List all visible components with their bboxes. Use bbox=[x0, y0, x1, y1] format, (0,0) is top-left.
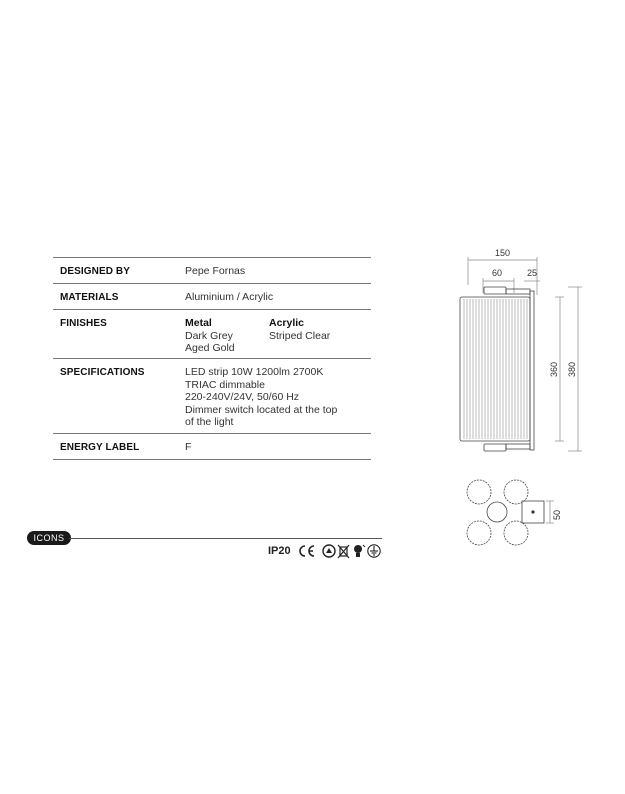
specifications-label: SPECIFICATIONS bbox=[60, 367, 145, 378]
specifications-row bbox=[53, 358, 371, 433]
icons-badge: ICONS bbox=[27, 531, 71, 545]
specifications-value bbox=[185, 366, 337, 429]
class-one-earth-icon bbox=[368, 545, 380, 557]
technical-drawing bbox=[440, 245, 590, 555]
spec-line: Dimmer switch located at the top bbox=[185, 403, 338, 416]
finish-option: Striped Clear bbox=[269, 329, 331, 342]
dimension-body-width: 60 bbox=[492, 268, 503, 278]
certification-icons bbox=[296, 543, 386, 559]
spec-line: LED strip 10W 1200lm 2700K bbox=[185, 366, 324, 378]
ce-mark-icon bbox=[300, 546, 314, 556]
spec-table bbox=[53, 257, 371, 460]
acrylic-stripes bbox=[464, 299, 527, 439]
finish-metal-heading: Metal bbox=[185, 317, 212, 329]
dimension-body-height: 360 bbox=[549, 361, 559, 377]
materials-label: MATERIALS bbox=[60, 292, 119, 303]
spec-line: 220-240V/24V, 50/60 Hz bbox=[185, 391, 300, 403]
finishes-row bbox=[53, 309, 371, 358]
spec-line: TRIAC dimmable bbox=[185, 378, 265, 391]
designed-by-row bbox=[53, 257, 371, 283]
finish-option: Aged Gold bbox=[185, 342, 235, 354]
energy-label-label: ENERGY LABEL bbox=[60, 442, 140, 453]
designed-by-value: Pepe Fornas bbox=[185, 265, 246, 277]
dimension-overall-height: 380 bbox=[567, 361, 577, 377]
dimmable-bulb-icon bbox=[354, 545, 365, 557]
dimension-overall-width: 150 bbox=[495, 248, 511, 258]
dimension-base-size: 50 bbox=[552, 509, 562, 520]
mount-screw-icon bbox=[531, 510, 534, 513]
energy-label-row bbox=[53, 433, 371, 460]
materials-row bbox=[53, 283, 371, 309]
finish-acrylic-heading: Acrylic bbox=[269, 317, 305, 329]
finish-metal-column bbox=[185, 317, 235, 355]
recycling-icon bbox=[323, 545, 335, 557]
finish-option: Dark Grey bbox=[185, 329, 233, 342]
ip-rating: IP20 bbox=[268, 545, 291, 557]
spec-line: of the light bbox=[185, 416, 234, 428]
designed-by-label: DESIGNED BY bbox=[60, 266, 131, 277]
energy-label-value: F bbox=[185, 441, 192, 453]
finish-acrylic-column bbox=[269, 317, 330, 342]
weee-bin-icon bbox=[338, 545, 349, 558]
dimension-bracket-depth: 25 bbox=[527, 268, 538, 278]
materials-value: Aluminium / Acrylic bbox=[185, 291, 274, 303]
finishes-label: FINISHES bbox=[60, 318, 107, 329]
icons-divider bbox=[69, 538, 382, 539]
